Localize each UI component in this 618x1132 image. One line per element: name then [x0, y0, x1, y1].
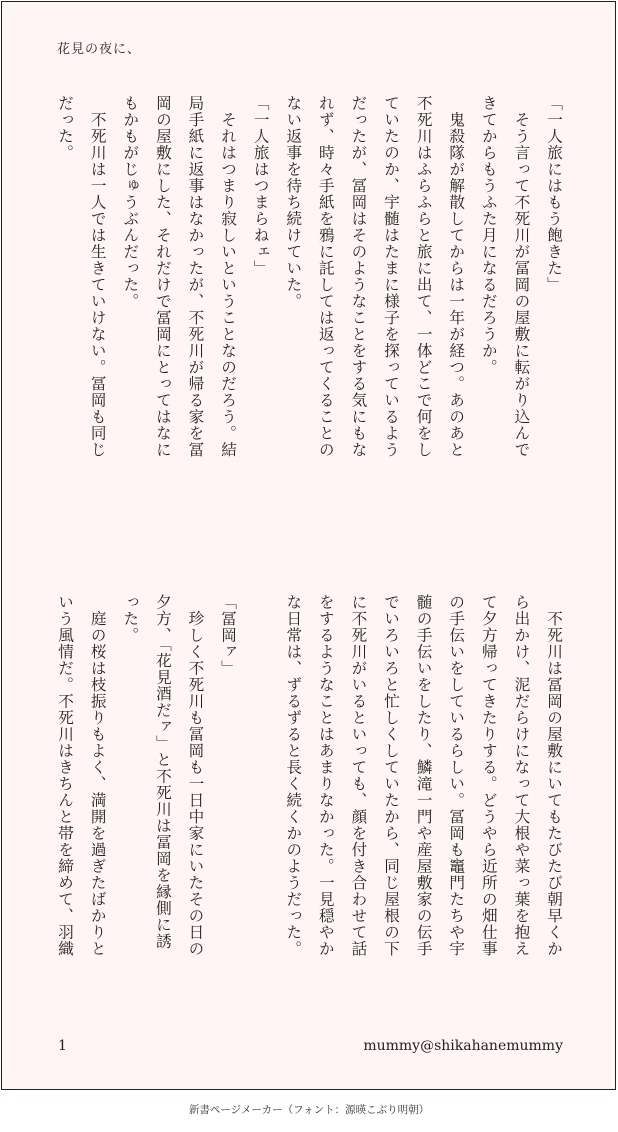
text-line: 岡の屋敷にした、それだけで冨岡にとってはなに: [153, 95, 172, 458]
text-line: 鬼殺隊が解散してからは一年が経つ。あのあと: [447, 95, 466, 458]
text-line: それはつまり寂しいということなのだろう。結: [219, 95, 238, 458]
text-line: [244, 594, 277, 994]
text-line: な日常は、ずるずると長く続くかのようだった。: [284, 594, 303, 957]
text-line: 夕方、「花見酒だァ」と不死川は冨岡を縁側に誘: [153, 594, 172, 950]
text-line: いう風情だ。不死川はきちんと帯を締めて、羽織: [56, 594, 75, 957]
page-title: 花見の夜に、: [57, 42, 142, 57]
text-line: 局手紙に返事はなかったが、不死川が帰る家を冨: [186, 95, 205, 458]
text-line: 髄の手伝いをしたり、鱗滝一門や産屋敷家の伝手: [414, 594, 433, 957]
text-line: 庭の桜は枝振りもよく、満開を過ぎたばかりと: [88, 594, 107, 957]
text-line: 不死川はふらふらと旅に出て、一体どこで何をし: [414, 95, 433, 458]
text-line: だった。: [56, 95, 75, 161]
text-line: れず、時々手紙を鴉に託しては返ってくることの: [316, 95, 335, 458]
text-line: そう言って不死川が冨岡の屋敷に転がり込んで: [512, 95, 531, 458]
text-line: の手伝いをしているらしい。冨岡も竈門たちや宇: [447, 594, 466, 957]
upper-text-block: [49, 95, 571, 535]
text-line: ない返事を待ち続けていた。: [284, 95, 303, 310]
text-line: だったが、冨岡はそのようなことをする気にもな: [349, 95, 368, 458]
text-line: 「一人旅にはもう飽きた」: [545, 95, 563, 293]
page-number: 1: [58, 1038, 67, 1054]
text-line: に不死川がいるといっても、顔を付き合わせて話: [349, 594, 368, 957]
text-line: 珍しく不死川も冨岡も一日中家にいたその日の: [186, 594, 205, 957]
text-line: もかもがじゅうぶんだった。: [121, 95, 140, 310]
text-line: をするようなことはあまりなかった。一見穏やか: [316, 594, 335, 957]
text-line: 不死川は冨岡の屋敷にいてもたびたび朝早くか: [545, 594, 563, 957]
text-line: て夕方帰ってきたりする。どうやら近所の畑仕事: [479, 594, 498, 957]
author-handle: mummy@shikahanemummy: [363, 1038, 563, 1054]
lower-text-block: [49, 594, 571, 994]
text-line: 「一人旅はつまらねェ」: [251, 95, 270, 277]
text-line: きてからもうふた月になるだろうか。: [479, 95, 498, 376]
text-line: ていたのか、宇髄はたまに様子を探っているよう: [382, 95, 401, 458]
text-line: った。: [121, 594, 140, 644]
text-line: 不死川は一人では生きていけない。冨岡も同じ: [88, 95, 107, 458]
generator-credit: 新書ページメーカー（フォント：源暎こぶり明朝）: [188, 1104, 430, 1116]
text-line: ら出かけ、泥だらけになって大根や菜っ葉を抱え: [512, 594, 531, 957]
text-line: 「冨岡ァ」: [219, 594, 238, 677]
book-page: [1, 1, 616, 1090]
text-line: でいろいろと忙しくしていたから、同じ屋根の下: [382, 594, 401, 957]
